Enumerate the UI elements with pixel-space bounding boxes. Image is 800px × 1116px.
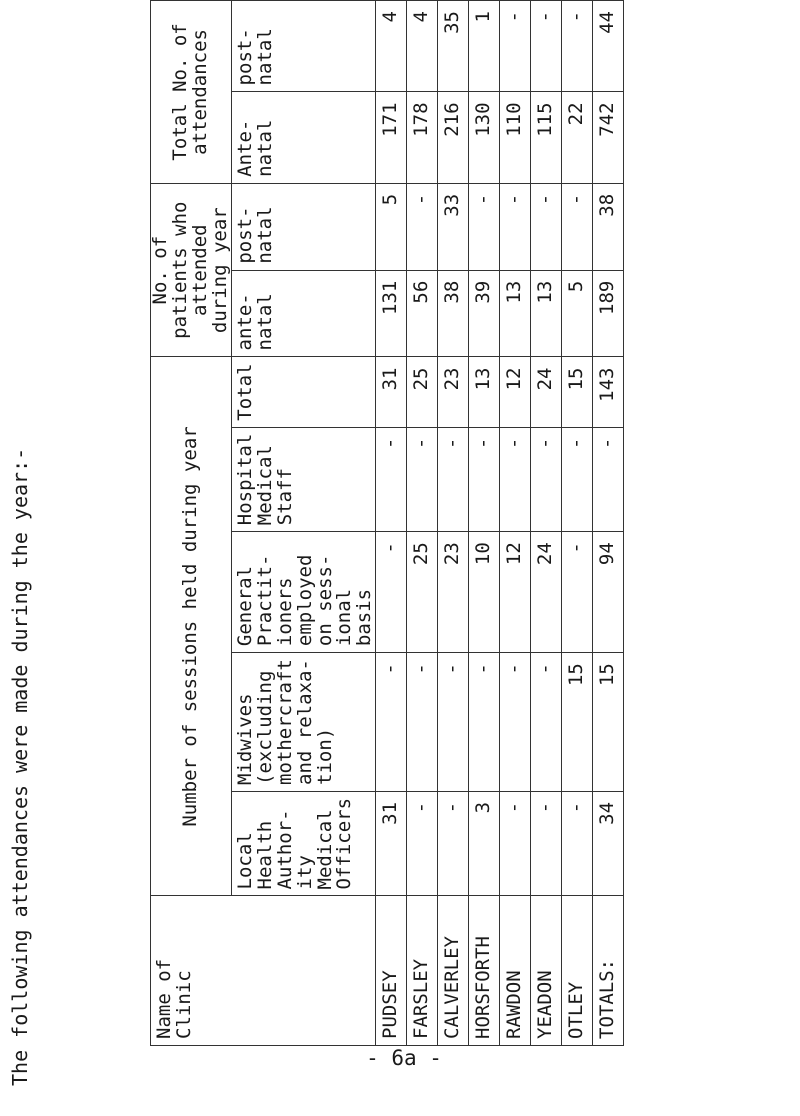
patients-post-natal-value: 33 (438, 183, 469, 270)
patients-group-header: No. of patients who attended during year (151, 183, 232, 357)
hospital-header: Hospital Medical Staff (231, 427, 376, 532)
lha-value: 31 (376, 791, 407, 896)
column-header-row (231, 1, 376, 1046)
attendances-ante-natal-header: Ante- natal (231, 92, 376, 183)
hospital-value: - (376, 427, 407, 532)
attendances-group-header: Total No. of attendances (151, 1, 232, 184)
table-row (531, 1, 562, 1046)
patients-post-natal-value: - (407, 183, 438, 270)
midwives-header: Midwives (excluding mothercraft and relaxa- tion) (231, 653, 376, 792)
page-number: - 6a - (366, 1046, 442, 1071)
clinic-name: HORSFORTH (469, 896, 500, 1046)
attendances-ante-natal-value: 110 (500, 92, 531, 183)
patients-ante-natal-value: 38 (438, 270, 469, 357)
lha-value: 3 (469, 791, 500, 896)
clinic-name: FARSLEY (407, 896, 438, 1046)
attendances-post-natal-value: - (562, 1, 593, 92)
attendance-table (150, 0, 624, 1046)
patients-post-natal-header: post- natal (231, 183, 376, 270)
patients-ante-natal-value: 13 (500, 270, 531, 357)
attendances-post-natal-value: - (500, 1, 531, 92)
lha-value: - (531, 791, 562, 896)
midwives-value: - (438, 653, 469, 792)
gp-value: 10 (469, 532, 500, 653)
gp-value: 25 (407, 532, 438, 653)
patients-ante-natal-value: 39 (469, 270, 500, 357)
patients-post-natal-value: - (562, 183, 593, 270)
total-value: 25 (407, 357, 438, 427)
hospital-value: - (500, 427, 531, 532)
gp-value: 23 (438, 532, 469, 653)
patients-post-natal-value: - (500, 183, 531, 270)
table-row (469, 1, 500, 1046)
attendances-post-natal-value: 4 (407, 1, 438, 92)
gp-total: 94 (593, 532, 624, 653)
table-row (376, 1, 407, 1046)
attendances-ante-natal-value: 178 (407, 92, 438, 183)
lha-header: Local Health Author- ity Medical Officers (231, 791, 376, 896)
patients-ante-natal-value: 131 (376, 270, 407, 357)
gp-value: - (376, 532, 407, 653)
totals-label: TOTALS: (593, 896, 624, 1046)
attendances-post-natal-total: 44 (593, 1, 624, 92)
table-row (407, 1, 438, 1046)
total-header: Total (231, 357, 376, 427)
patients-post-natal-value: 5 (376, 183, 407, 270)
patients-post-natal-total: 38 (593, 183, 624, 270)
attendances-post-natal-value: 35 (438, 1, 469, 92)
patients-ante-natal-value: 5 (562, 270, 593, 357)
attendances-ante-natal-value: 22 (562, 92, 593, 183)
table-row (438, 1, 469, 1046)
total-value: 23 (438, 357, 469, 427)
midwives-value: - (500, 653, 531, 792)
hospital-total: - (593, 427, 624, 532)
attendances-ante-natal-value: 171 (376, 92, 407, 183)
attendances-post-natal-value: - (531, 1, 562, 92)
lha-value: - (407, 791, 438, 896)
totals-row (593, 1, 624, 1046)
clinic-name: RAWDON (500, 896, 531, 1046)
attendances-post-natal-value: 1 (469, 1, 500, 92)
total-value: 24 (531, 357, 562, 427)
caption: The following attendances were made during the year:- (8, 447, 32, 1086)
total-value: 12 (500, 357, 531, 427)
hospital-value: - (562, 427, 593, 532)
table-row (500, 1, 531, 1046)
midwives-value: - (469, 653, 500, 792)
hospital-value: - (531, 427, 562, 532)
sessions-group-header: Number of sessions held during year (151, 357, 232, 896)
gp-header: General Practit- ioners employed on sess- ional basis (231, 532, 376, 653)
attendances-ante-natal-value: 115 (531, 92, 562, 183)
attendances-post-natal-value: 4 (376, 1, 407, 92)
lha-value: - (438, 791, 469, 896)
attendances-post-natal-header: post- natal (231, 1, 376, 92)
patients-ante-natal-total: 189 (593, 270, 624, 357)
clinic-header: Name of Clinic (151, 896, 376, 1046)
total-value: 13 (469, 357, 500, 427)
lha-total: 34 (593, 791, 624, 896)
clinic-name: CALVERLEY (438, 896, 469, 1046)
group-header-row (151, 1, 232, 1046)
gp-value: 24 (531, 532, 562, 653)
hospital-value: - (407, 427, 438, 532)
midwives-value: - (407, 653, 438, 792)
table-row (562, 1, 593, 1046)
midwives-value: 15 (562, 653, 593, 792)
gp-value: 12 (500, 532, 531, 653)
patients-ante-natal-value: 56 (407, 270, 438, 357)
lha-value: - (562, 791, 593, 896)
hospital-value: - (469, 427, 500, 532)
attendances-ante-natal-value: 130 (469, 92, 500, 183)
lha-value: - (500, 791, 531, 896)
patients-ante-natal-header: ante- natal (231, 270, 376, 357)
patients-post-natal-value: - (531, 183, 562, 270)
attendances-ante-natal-total: 742 (593, 92, 624, 183)
total-value: 15 (562, 357, 593, 427)
patients-ante-natal-value: 13 (531, 270, 562, 357)
midwives-total: 15 (593, 653, 624, 792)
sessions-grand-total: 143 (593, 357, 624, 427)
total-value: 31 (376, 357, 407, 427)
attendances-ante-natal-value: 216 (438, 92, 469, 183)
clinic-name: YEADON (531, 896, 562, 1046)
midwives-value: - (531, 653, 562, 792)
clinic-name: OTLEY (562, 896, 593, 1046)
clinic-name: PUDSEY (376, 896, 407, 1046)
midwives-value: - (376, 653, 407, 792)
gp-value: - (562, 532, 593, 653)
hospital-value: - (438, 427, 469, 532)
patients-post-natal-value: - (469, 183, 500, 270)
